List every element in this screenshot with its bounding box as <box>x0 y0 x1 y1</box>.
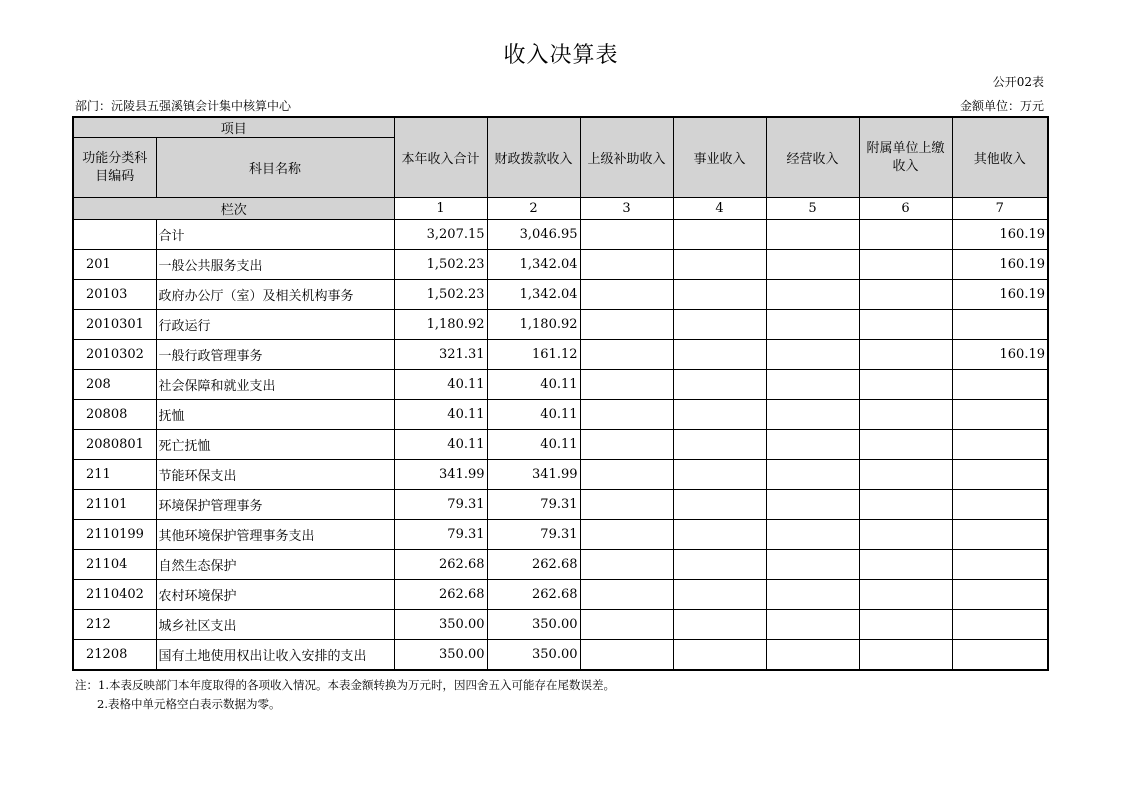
cell-amount-col3 <box>580 580 673 610</box>
cell-amount-col2: 350.00 <box>487 610 580 640</box>
header-affiliated-unit-income: 附属单位上缴收入 <box>859 117 952 198</box>
cell-amount-col2: 40.11 <box>487 370 580 400</box>
cell-amount-col3 <box>580 550 673 580</box>
cell-amount-col1: 1,180.92 <box>394 310 487 340</box>
cell-amount-col5 <box>766 580 859 610</box>
cell-amount-col2: 341.99 <box>487 460 580 490</box>
header-fiscal-appropriation: 财政拨款收入 <box>487 117 580 198</box>
cell-function-code: 21101 <box>73 490 156 520</box>
cell-function-code: 21208 <box>73 640 156 671</box>
cell-amount-col3 <box>580 610 673 640</box>
table-row <box>73 250 1048 280</box>
cell-amount-col6 <box>859 550 952 580</box>
cell-amount-col2: 350.00 <box>487 640 580 671</box>
cell-amount-col5 <box>766 430 859 460</box>
cell-amount-col7 <box>952 490 1048 520</box>
cell-amount-col6 <box>859 220 952 250</box>
cell-amount-col3 <box>580 340 673 370</box>
cell-amount-col6 <box>859 640 952 671</box>
cell-amount-col4 <box>673 310 766 340</box>
cell-subject-name: 农村环境保护 <box>156 580 394 610</box>
cell-amount-col4 <box>673 640 766 671</box>
header-project: 项目 <box>73 117 394 138</box>
cell-amount-col1: 79.31 <box>394 490 487 520</box>
table-row <box>73 370 1048 400</box>
table-notes <box>75 676 615 714</box>
cell-amount-col1: 321.31 <box>394 340 487 370</box>
cell-amount-col4 <box>673 250 766 280</box>
note-2: 2.表格中单元格空白表示数据为零。 <box>97 697 281 711</box>
cell-amount-col7 <box>952 640 1048 671</box>
cell-function-code: 201 <box>73 250 156 280</box>
cell-amount-col4 <box>673 520 766 550</box>
table-row <box>73 220 1048 250</box>
cell-amount-col1: 40.11 <box>394 430 487 460</box>
table-row <box>73 580 1048 610</box>
cell-amount-col7: 160.19 <box>952 220 1048 250</box>
cell-subject-name: 环境保护管理事务 <box>156 490 394 520</box>
table-row <box>73 430 1048 460</box>
header-superior-subsidy: 上级补助收入 <box>580 117 673 198</box>
cell-subject-name: 社会保障和就业支出 <box>156 370 394 400</box>
cell-subject-name: 合计 <box>156 220 394 250</box>
cell-amount-col4 <box>673 400 766 430</box>
cell-amount-col5 <box>766 370 859 400</box>
cell-function-code <box>73 220 156 250</box>
cell-amount-col1: 1,502.23 <box>394 280 487 310</box>
income-final-accounts-table <box>72 116 1049 671</box>
column-number-3: 3 <box>580 198 673 220</box>
department-label: 部门：沅陵县五强溪镇会计集中核算中心 <box>75 99 292 113</box>
cell-amount-col2: 161.12 <box>487 340 580 370</box>
cell-amount-col4 <box>673 430 766 460</box>
cell-amount-col6 <box>859 280 952 310</box>
cell-amount-col5 <box>766 550 859 580</box>
cell-amount-col7 <box>952 430 1048 460</box>
table-row <box>73 460 1048 490</box>
cell-amount-col6 <box>859 310 952 340</box>
cell-amount-col6 <box>859 460 952 490</box>
cell-amount-col7 <box>952 580 1048 610</box>
cell-amount-col5 <box>766 250 859 280</box>
form-code: 公开02表 <box>992 75 1044 89</box>
table-row <box>73 640 1048 671</box>
cell-amount-col5 <box>766 280 859 310</box>
column-number-2: 2 <box>487 198 580 220</box>
cell-function-code: 211 <box>73 460 156 490</box>
cell-amount-col5 <box>766 310 859 340</box>
cell-amount-col7 <box>952 460 1048 490</box>
cell-amount-col7 <box>952 520 1048 550</box>
cell-amount-col5 <box>766 340 859 370</box>
column-number-7: 7 <box>952 198 1048 220</box>
table-row <box>73 280 1048 310</box>
cell-amount-col4 <box>673 280 766 310</box>
cell-function-code: 208 <box>73 370 156 400</box>
cell-subject-name: 城乡社区支出 <box>156 610 394 640</box>
cell-amount-col3 <box>580 430 673 460</box>
cell-amount-col1: 1,502.23 <box>394 250 487 280</box>
cell-amount-col1: 40.11 <box>394 400 487 430</box>
header-other-income: 其他收入 <box>952 117 1048 198</box>
amount-unit-label: 金额单位：万元 <box>959 99 1044 113</box>
table-row <box>73 520 1048 550</box>
cell-function-code: 21104 <box>73 550 156 580</box>
cell-subject-name: 行政运行 <box>156 310 394 340</box>
cell-amount-col6 <box>859 610 952 640</box>
cell-amount-col5 <box>766 400 859 430</box>
cell-amount-col3 <box>580 220 673 250</box>
cell-amount-col6 <box>859 400 952 430</box>
cell-amount-col2: 262.68 <box>487 550 580 580</box>
cell-amount-col3 <box>580 250 673 280</box>
cell-amount-col3 <box>580 520 673 550</box>
header-business-income: 事业收入 <box>673 117 766 198</box>
column-number-6: 6 <box>859 198 952 220</box>
cell-subject-name: 一般公共服务支出 <box>156 250 394 280</box>
cell-amount-col3 <box>580 280 673 310</box>
cell-amount-col2: 1,342.04 <box>487 280 580 310</box>
cell-amount-col5 <box>766 490 859 520</box>
cell-function-code: 20808 <box>73 400 156 430</box>
table-row <box>73 550 1048 580</box>
cell-amount-col4 <box>673 370 766 400</box>
cell-amount-col2: 262.68 <box>487 580 580 610</box>
cell-amount-col7 <box>952 370 1048 400</box>
cell-amount-col1: 79.31 <box>394 520 487 550</box>
cell-amount-col6 <box>859 370 952 400</box>
cell-amount-col7: 160.19 <box>952 340 1048 370</box>
cell-amount-col7 <box>952 550 1048 580</box>
column-number-4: 4 <box>673 198 766 220</box>
cell-amount-col3 <box>580 490 673 520</box>
cell-amount-col7: 160.19 <box>952 280 1048 310</box>
cell-function-code: 2010302 <box>73 340 156 370</box>
cell-amount-col2: 79.31 <box>487 520 580 550</box>
cell-amount-col1: 3,207.15 <box>394 220 487 250</box>
table-row <box>73 340 1048 370</box>
cell-amount-col6 <box>859 250 952 280</box>
cell-amount-col1: 341.99 <box>394 460 487 490</box>
header-total-income: 本年收入合计 <box>394 117 487 198</box>
cell-amount-col4 <box>673 340 766 370</box>
cell-function-code: 20103 <box>73 280 156 310</box>
cell-amount-col6 <box>859 520 952 550</box>
cell-amount-col6 <box>859 340 952 370</box>
cell-subject-name: 死亡抚恤 <box>156 430 394 460</box>
cell-function-code: 2010301 <box>73 310 156 340</box>
column-number-5: 5 <box>766 198 859 220</box>
cell-amount-col2: 40.11 <box>487 400 580 430</box>
table-row <box>73 490 1048 520</box>
cell-subject-name: 一般行政管理事务 <box>156 340 394 370</box>
cell-amount-col5 <box>766 460 859 490</box>
cell-amount-col1: 350.00 <box>394 610 487 640</box>
cell-amount-col1: 262.68 <box>394 550 487 580</box>
cell-function-code: 2080801 <box>73 430 156 460</box>
cell-amount-col7 <box>952 310 1048 340</box>
cell-subject-name: 政府办公厅（室）及相关机构事务 <box>156 280 394 310</box>
cell-function-code: 212 <box>73 610 156 640</box>
cell-amount-col4 <box>673 220 766 250</box>
cell-amount-col4 <box>673 580 766 610</box>
cell-amount-col6 <box>859 490 952 520</box>
cell-amount-col1: 262.68 <box>394 580 487 610</box>
cell-amount-col5 <box>766 520 859 550</box>
cell-amount-col3 <box>580 400 673 430</box>
cell-amount-col6 <box>859 430 952 460</box>
table-row <box>73 400 1048 430</box>
cell-amount-col2: 3,046.95 <box>487 220 580 250</box>
cell-amount-col1: 350.00 <box>394 640 487 671</box>
header-function-code: 功能分类科目编码 <box>73 138 156 198</box>
table-row <box>73 610 1048 640</box>
cell-amount-col3 <box>580 460 673 490</box>
table-row <box>73 310 1048 340</box>
cell-function-code: 2110199 <box>73 520 156 550</box>
cell-subject-name: 抚恤 <box>156 400 394 430</box>
cell-amount-col6 <box>859 580 952 610</box>
cell-amount-col7 <box>952 610 1048 640</box>
cell-amount-col5 <box>766 640 859 671</box>
cell-amount-col2: 40.11 <box>487 430 580 460</box>
cell-amount-col5 <box>766 610 859 640</box>
header-operating-income: 经营收入 <box>766 117 859 198</box>
cell-subject-name: 其他环境保护管理事务支出 <box>156 520 394 550</box>
cell-subject-name: 节能环保支出 <box>156 460 394 490</box>
cell-amount-col2: 79.31 <box>487 490 580 520</box>
cell-amount-col3 <box>580 310 673 340</box>
cell-amount-col2: 1,342.04 <box>487 250 580 280</box>
cell-subject-name: 自然生态保护 <box>156 550 394 580</box>
cell-amount-col7: 160.19 <box>952 250 1048 280</box>
cell-amount-col7 <box>952 400 1048 430</box>
cell-amount-col4 <box>673 550 766 580</box>
cell-subject-name: 国有土地使用权出让收入安排的支出 <box>156 640 394 671</box>
report-title: 收入决算表 <box>503 43 619 68</box>
cell-amount-col1: 40.11 <box>394 370 487 400</box>
cell-amount-col3 <box>580 640 673 671</box>
header-column-index: 栏次 <box>73 198 394 220</box>
cell-amount-col4 <box>673 460 766 490</box>
column-number-1: 1 <box>394 198 487 220</box>
header-subject-name: 科目名称 <box>156 138 394 198</box>
note-1: 注：1.本表反映部门本年度取得的各项收入情况。本表金额转换为万元时，因四舍五入可能存在尾数误差。 <box>75 678 615 692</box>
cell-amount-col5 <box>766 220 859 250</box>
cell-amount-col4 <box>673 610 766 640</box>
cell-amount-col3 <box>580 370 673 400</box>
cell-amount-col2: 1,180.92 <box>487 310 580 340</box>
cell-amount-col4 <box>673 490 766 520</box>
cell-function-code: 2110402 <box>73 580 156 610</box>
